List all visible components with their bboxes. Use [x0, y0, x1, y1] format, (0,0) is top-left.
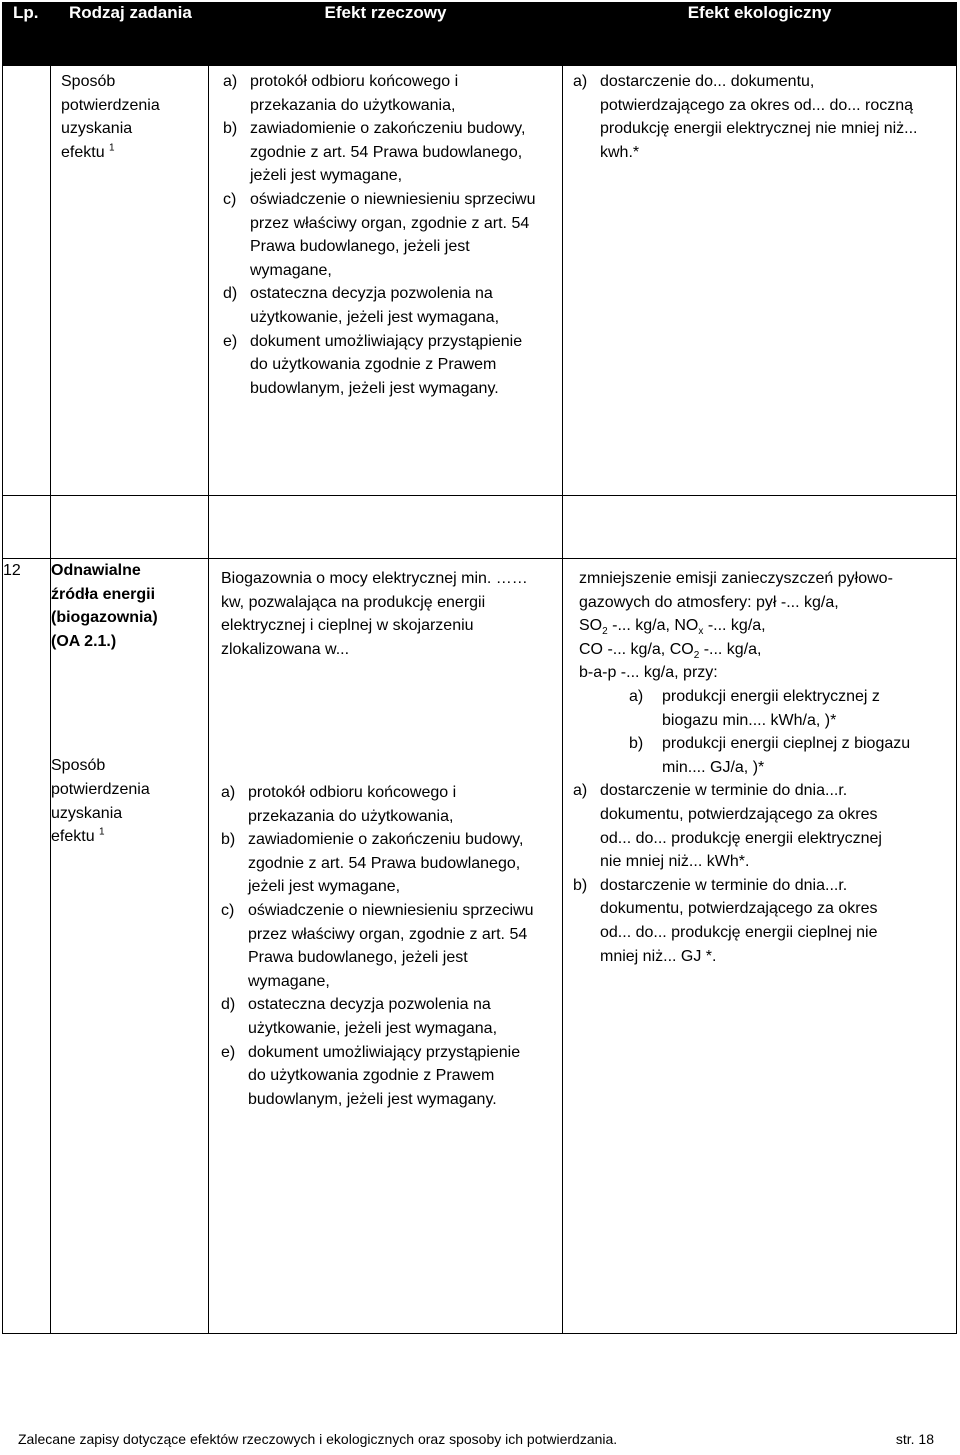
lp-cell: 12: [3, 559, 51, 1334]
confirmation-list: [223, 70, 542, 400]
label-line: efektu $^1$: [61, 142, 115, 161]
label-line: uzyskania: [51, 804, 123, 822]
list-item: a) dostarczenie w terminie do dnia...r. dokumentu, potwierdzającego za okres od... do... produkcję energii elektrycznej nie mniej niż... kWh*.: [573, 782, 882, 871]
header-efekt-ekologiczny: Efekt ekologiczny: [563, 3, 957, 66]
emission-line: b-a-p -... kg/a, przy:: [579, 664, 718, 682]
page-footer-text: Zalecane zapisy dotyczące efektów rzeczowych i ekologicznych oraz sposoby ich potwierdzania.: [18, 1431, 618, 1447]
ecological-confirmation-cell: [563, 66, 957, 496]
effect-description: Biogazownia o mocy elektrycznej min. …… kw, pozwalająca na produkcję energii elektrycznej i cieplnej w skojarzeniu zlokalizowana w...: [221, 570, 528, 658]
list-item: e) dokument umożliwiający przystąpienie do użytkowania zgodnie z Prawem budowlanym, jeżeli jest wymagany.: [223, 332, 523, 397]
task-category-cell: [51, 559, 209, 1334]
list-item: b) produkcji energii cieplnej z biogazu min.... GJ/a, )*: [629, 735, 911, 776]
category-line: (OA 2.1.): [51, 632, 117, 650]
list-item: a) dostarczenie do... dokumentu, potwierdzającego za okres od... do... roczną produkcję energii elektrycznej nie mniej niż... kwh.*: [573, 73, 918, 161]
list-item: a) protokół odbioru końcowego i przekazania do użytkowania,: [221, 784, 457, 825]
confirmation-label-cell: [51, 66, 209, 496]
list-item: c) oświadczenie o niewniesieniu sprzeciwu przez właściwy organ, zgodnie z art. 54 Prawa budowlanego, jeżeli jest wymagane,: [223, 190, 536, 279]
header-rodzaj-zadania: Rodzaj zadania: [51, 3, 209, 66]
table-header-row: [3, 3, 957, 66]
label-line: potwierdzenia: [61, 96, 160, 114]
list-item: b) zawiadomienie o zakończeniu budowy, zgodnie z art. 54 Prawa budowlanego, jeżeli jest wymagane,: [221, 831, 524, 896]
emission-line: $SO_2$ -... kg/a, $NO_x$ -... kg/a,: [579, 617, 766, 638]
confirmation-list: [221, 781, 538, 1111]
list-item: a) protokół odbioru końcowego i przekazania do użytkowania,: [223, 73, 459, 114]
table-row: [3, 66, 957, 496]
category-line: (biogazownia): [51, 609, 158, 627]
list-item: d) ostateczna decyzja pozwolenia na użytkowanie, jeżeli jest wymagana,: [221, 996, 498, 1037]
label-line: Sposób: [51, 757, 106, 775]
table-row-spacer: [3, 496, 957, 559]
emission-line: gazowych do atmosfery: pył -... kg/a,: [579, 593, 839, 611]
list-item: c) oświadczenie o niewniesieniu sprzeciwu przez właściwy organ, zgodnie z art. 54 Prawa budowlanego, jeżeli jest wymagane,: [221, 901, 534, 990]
ecological-list: [573, 70, 938, 164]
category-line: źródła energii: [51, 585, 156, 603]
list-item: a) produkcji energii elektrycznej z biogazu min.... kWh/a, )*: [629, 687, 880, 729]
footnote-marker: 1: [109, 142, 115, 154]
production-conditions-list: [579, 685, 938, 779]
list-item: b) zawiadomienie o zakończeniu budowy, zgodnie z art. 54 Prawa budowlanego, jeżeli jest wymagane,: [223, 120, 526, 185]
header-efekt-rzeczowy: Efekt rzeczowy: [209, 3, 563, 66]
page-number: str. 18: [895, 1431, 934, 1447]
list-item: b) dostarczenie w terminie do dnia...r. dokumentu, potwierdzającego za okres od... do... produkcję energii cieplnej nie mniej niż... GJ *.: [573, 876, 878, 965]
emission-line: CO -... kg/a, $CO_2$ -... kg/a,: [579, 640, 762, 661]
list-item: d) ostateczna decyzja pozwolenia na użytkowanie, jeżeli jest wymagana,: [223, 285, 500, 326]
emission-line: zmniejszenie emisji zanieczyszczeń pyłowo-: [579, 570, 893, 587]
lp-cell: [3, 66, 51, 496]
table-row: [3, 559, 957, 1334]
label-line: efektu $^1$: [51, 826, 105, 846]
header-lp: Lp.: [3, 3, 51, 66]
label-line: uzyskania: [61, 120, 133, 138]
material-effect-cell: [209, 559, 563, 1334]
confirmation-documents-cell: [209, 66, 563, 496]
label-line: potwierdzenia: [51, 780, 150, 798]
requirements-table: [2, 2, 957, 1334]
list-item: e) dokument umożliwiający przystąpienie do użytkowania zgodnie z Prawem budowlanym, jeżeli jest wymagany.: [221, 1043, 521, 1108]
footnote-marker: 1: [99, 826, 105, 838]
label-line: Sposób: [61, 73, 116, 90]
ecological-effect-cell: [563, 559, 957, 1334]
category-line: Odnawialne: [51, 562, 141, 579]
emission-reduction: [573, 567, 938, 779]
ecological-confirmation-list: [573, 779, 938, 968]
